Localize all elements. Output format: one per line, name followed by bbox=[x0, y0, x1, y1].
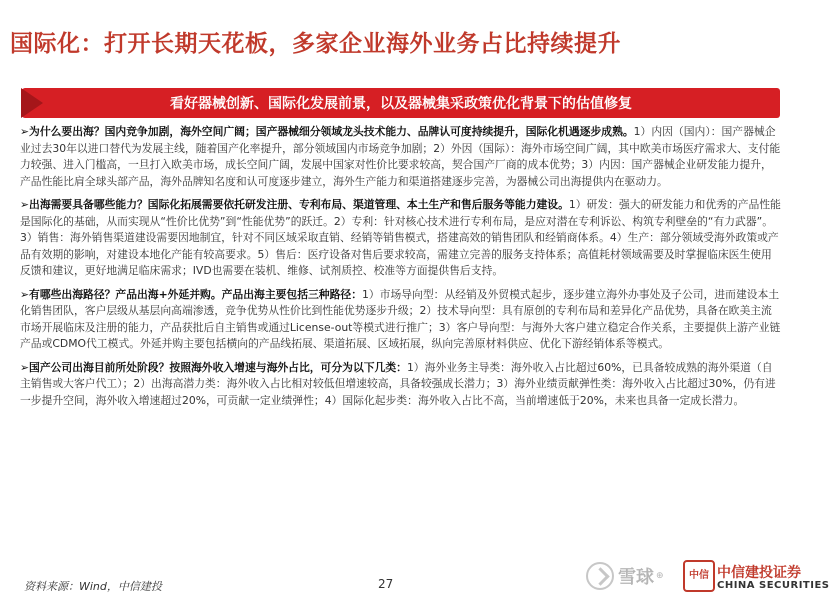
brand-seal-icon: 中信 bbox=[683, 560, 715, 592]
banner-text: 看好器械创新、国际化发展前景，以及器械集采政策优化背景下的估值修复 bbox=[170, 96, 632, 112]
page-number: 27 bbox=[378, 577, 394, 591]
watermark bbox=[586, 562, 664, 590]
brand-logo bbox=[683, 556, 830, 598]
watermark-text: 雪球 bbox=[618, 567, 654, 588]
watermark-tag: ⊕ bbox=[656, 571, 664, 581]
brand-name-cn: 中信建投证券 bbox=[717, 565, 801, 581]
paragraph-lead: ➢国产公司出海目前所处阶段？按照海外收入增速与海外占比，可分为以下几类： bbox=[20, 360, 407, 374]
footer-source: 资料来源：Wind，中信建投 bbox=[24, 580, 162, 593]
paragraph-body: 1）市场导向型：从经销及外贸模式起步，逐步建立海外办事处及子公司，进而建设本土化销售团队，客户层级从基层向高端渗透，竞争优势从性价比到性能优势逐步升级；2）技术导向型：具有原创的专利布局和差异化产品优势，具备在欧美主流市场开展临床及注册的能力，产品获批后自主销售或通过License-out等模式进行推广；3）客户导向型：与海外大客户建立稳定合作关系，主要提供上游产业链产品或CDMO代工模式。外延并购主要包括横向的产品线拓展、渠道拓展、区域拓展，纵向完善原材料供应、优化下游经销体系等模式。 bbox=[20, 287, 781, 350]
paragraph-stages bbox=[20, 360, 782, 410]
paragraph-why-overseas bbox=[20, 124, 782, 190]
paragraph-body: 1）内因（国内）：国产器械企业过去30年以进口替代为发展主线，随着国产化率提升，部分领域国内市场竞争加剧；2）外因（国际）：海外市场空间广阔，其中欧美市场医疗需求大、支付能力较强、进入门槛高，一旦打入欧美市场，成长空间广阔，发展中国家对性价比要求较高，契合国产厂商的成本优势；3）内因：国产器械企业研发能力提升，产品性能比肩全球头部产品，海外品牌知名度和认可度逐步建立，海外生产能力和渠道搭建逐步完善，为器械公司出海提供内在驱动力。 bbox=[20, 125, 781, 188]
paragraph-lead: ➢出海需要具备哪些能力？国际化拓展需要依托研发注册、专利布局、渠道管理、本土生产和售后服务等能力建设。 bbox=[20, 198, 569, 211]
paragraph-capabilities bbox=[20, 197, 782, 280]
section-banner bbox=[22, 88, 780, 118]
brand-name-en: CHINA SECURITIES bbox=[717, 580, 830, 591]
paragraph-paths bbox=[20, 287, 782, 353]
paragraph-body: 1）研发：强大的研发能力和优秀的产品性能是国际化的基础，从而实现从“性价比优势”到“性能优势”的跃迁。2）专利：针对核心技术进行专利布局，是应对潜在专利诉讼、构筑专利壁垒的“有力武器”。3）销售：海外销售渠道建设需要因地制宜，针对不同区域采取直销、经销等销售模式，搭建高效的销售团队和经销商体系。4）生产：部分领域受海外政策或产品有效期的影响，对建设本地化产能有较高要求。5）售后：医疗设备对售后要求较高，需建立完善的服务支持体系；高值耗材领域需要及时掌握临床医生使用反馈和建议，更好地满足临床需求；IVD也需要在装机、维修、试剂质控、校准等方面提供售后支持。 bbox=[20, 198, 781, 277]
paragraph-lead: ➢为什么要出海？国内竞争加剧，海外空间广阔；国产器械细分领域龙头技术能力、品牌认可度持续提升，国际化机遇逐步成熟。 bbox=[20, 125, 634, 138]
slide-title: 国际化：打开长期天花板，多家企业海外业务占比持续提升 bbox=[10, 31, 621, 57]
paragraph-lead: ➢有哪些出海路径？产品出海+外延并购。产品出海主要包括三种路径： bbox=[20, 287, 362, 301]
banner-arrow-icon bbox=[21, 88, 43, 118]
paragraph-body: 1）海外业务主导类：海外收入占比超过60%，已具备较成熟的海外渠道（自主销售或大客户代工）；2）出海高潜力类：海外收入占比相对较低但增速较高，具备较强成长潜力；3）海外业绩贡献弹性类：海外收入占比超过30%，仍有进一步提升空间，海外收入增速超过20%，可贡献一定业绩弹性；4）国际化起步类：海外收入占比不高，当前增速低于20%，未来也具备一定成长潜力。 bbox=[20, 360, 776, 407]
content-body bbox=[20, 124, 782, 544]
snowball-logo-icon bbox=[586, 562, 614, 590]
